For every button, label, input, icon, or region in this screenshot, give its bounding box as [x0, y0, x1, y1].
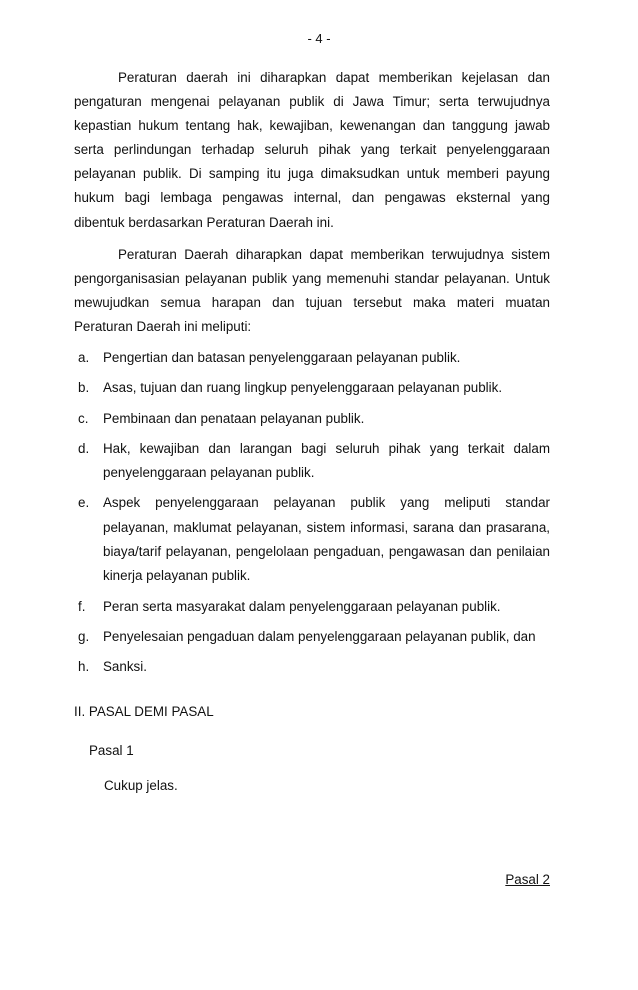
list-marker: f.	[78, 598, 86, 614]
pasal-1-title: Pasal 1	[89, 743, 134, 758]
page-number: - 4 -	[307, 31, 331, 46]
list-item-text: Penyelesaian pengaduan dalam penyelenggaraan pelayanan publik, dan	[103, 628, 536, 644]
list-item	[78, 655, 550, 679]
intro-paragraph-2: Peraturan Daerah diharapkan dapat memberikan terwujudnya sistem pengorganisasian pelayanan publik yang memenuhi standar pelayanan. Untuk mewujudkan semua harapan dan tujuan tersebut maka materi muatan Peraturan Daerah ini meliputi:	[74, 247, 550, 335]
list-item	[78, 346, 550, 370]
content-list	[78, 346, 550, 686]
list-item	[78, 376, 550, 400]
list-item	[78, 625, 550, 649]
list-item-text: Hak, kewajiban dan larangan bagi seluruh pihak yang terkait dalam penyelenggaraan pelayanan publik.	[103, 440, 550, 481]
list-marker: h.	[78, 659, 90, 675]
list-item	[78, 407, 550, 431]
list-marker: e.	[78, 495, 90, 511]
intro-paragraph-1: Peraturan daerah ini diharapkan dapat memberikan kejelasan dan pengaturan mengenai pelayanan publik di Jawa Timur; serta terwujudnya kepastian hukum tentang hak, kewajiban, kewenangan dan tanggung jawab serta perlindungan terhadap seluruh pihak yang terkait penyelenggaraan pelayanan publik. Di samping itu juga dimaksudkan untuk memberi payung hukum bagi lembaga pengawas internal, dan pengawas eksternal yang dibentuk berdasarkan Peraturan Daerah ini.	[74, 70, 550, 230]
section-heading: II. PASAL DEMI PASAL	[74, 704, 214, 719]
list-item	[78, 595, 550, 619]
list-marker: c.	[78, 410, 89, 426]
list-item-text: Asas, tujuan dan ruang lingkup penyelenggaraan pelayanan publik.	[103, 380, 503, 396]
list-item-text: Pengertian dan batasan penyelenggaraan pelayanan publik.	[103, 350, 461, 365]
next-page-catchword: Pasal 2	[505, 872, 550, 887]
list-item	[78, 491, 550, 588]
list-item-text: Pembinaan dan penataan pelayanan publik.	[103, 410, 365, 426]
list-marker: a.	[78, 350, 90, 365]
list-item	[78, 437, 550, 486]
list-item-text: Sanksi.	[103, 659, 147, 675]
list-item-text: Peran serta masyarakat dalam penyelenggaraan pelayanan publik.	[103, 598, 501, 614]
list-marker: b.	[78, 380, 90, 396]
list-marker: g.	[78, 628, 90, 644]
list-item-text: Aspek penyelenggaraan pelayanan publik yang meliputi standar pelayanan, maklumat pelayanan, sistem informasi, sarana dan prasarana, biaya/tarif pelayanan, pengelolaan pengaduan, pengawasan dan penilaian kinerja pelayanan publik.	[103, 495, 550, 584]
pasal-1-body: Cukup jelas.	[104, 778, 178, 793]
list-marker: d.	[78, 440, 90, 456]
